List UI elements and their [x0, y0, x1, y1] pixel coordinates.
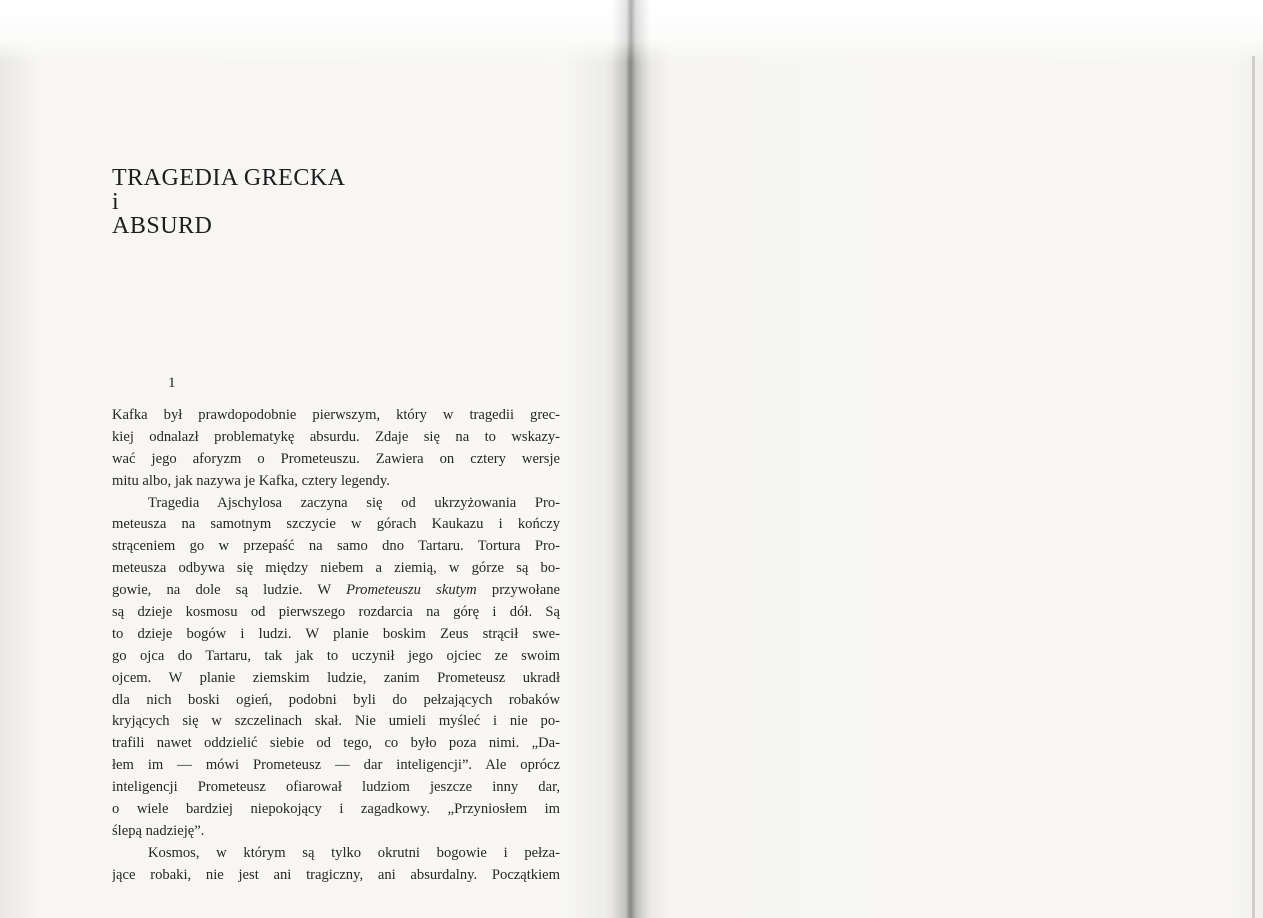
text-line: kryjących się w szczelinach skał. Nie umieli myśleć i nie po-: [112, 713, 560, 730]
text-line: strąceniem go w przepaść na samo dno Tartaru. Tortura Pro-: [112, 538, 560, 555]
text-line: meteusza na samotnym szczycie w górach Kaukazu i kończy: [112, 516, 560, 533]
text-line: meteusza odbywa się między niebem a ziemią, w górze są bo-: [112, 560, 560, 577]
right-page: [630, 0, 1263, 918]
text-line: Kafka był prawdopodobnie pierwszym, który w tragedii grec-: [112, 407, 560, 423]
book-gutter-shadow: [612, 0, 650, 918]
page-edge: [1252, 56, 1255, 918]
left-page: [0, 0, 630, 918]
text-line: Kosmos, w którym są tylko okrutni bogowie i pełza-: [148, 844, 560, 861]
chapter-title-line: ABSURD: [112, 213, 213, 239]
text-line: go ojca do Tartaru, tak jak to uczynił jego ojciec ze swoim: [112, 647, 560, 664]
text-line: gowie, na dole są ludzie. W Prometeuszu skutym przywołane: [112, 582, 560, 599]
chapter-title-line: TRAGEDIA GRECKA: [112, 165, 346, 191]
text-line: o wiele bardziej niepokojący i zagadkowy. „Przyniosłem im: [112, 801, 560, 818]
text-line: ślepą nadzieję”.: [112, 822, 205, 839]
left-page-body-text: [112, 405, 560, 887]
text-line: trafili nawet oddzielić siebie od tego, co było poza nimi. „Da-: [112, 735, 560, 752]
chapter-title: [112, 166, 346, 238]
text-line: kiej odnalazł problematykę absurdu. Zdaje się na to wskazy-: [112, 428, 560, 445]
text-line: mitu albo, jak nazywa je Kafka, cztery legendy.: [112, 472, 390, 489]
text-line: to dzieje bogów i ludzi. W planie boskim Zeus strącił swe-: [112, 625, 560, 642]
text-line: inteligencji Prometeusz ofiarował ludziom jeszcze inny dar,: [112, 779, 560, 796]
section-number: 1: [168, 375, 176, 391]
text-line: Tragedia Ajschylosa zaczyna się od ukrzyżowania Pro-: [148, 494, 560, 511]
text-line: dla nich boski ogień, podobni byli do pełzających robaków: [112, 691, 560, 708]
text-line: łem im — mówi Prometeusz — dar inteligencji”. Ale oprócz: [112, 757, 560, 774]
text-line: wać jego aforyzm o Prometeuszu. Zawiera on cztery wersje: [112, 450, 560, 467]
text-line: są dzieje kosmosu od pierwszego rozdarcia na górę i dół. Są: [112, 604, 560, 621]
text-line: ojcem. W planie ziemskim ludzie, zanim Prometeusz ukradł: [112, 669, 560, 686]
text-line: jące robaki, nie jest ani tragiczny, ani absurdalny. Początkiem: [112, 866, 560, 883]
chapter-title-line: i: [112, 189, 120, 215]
